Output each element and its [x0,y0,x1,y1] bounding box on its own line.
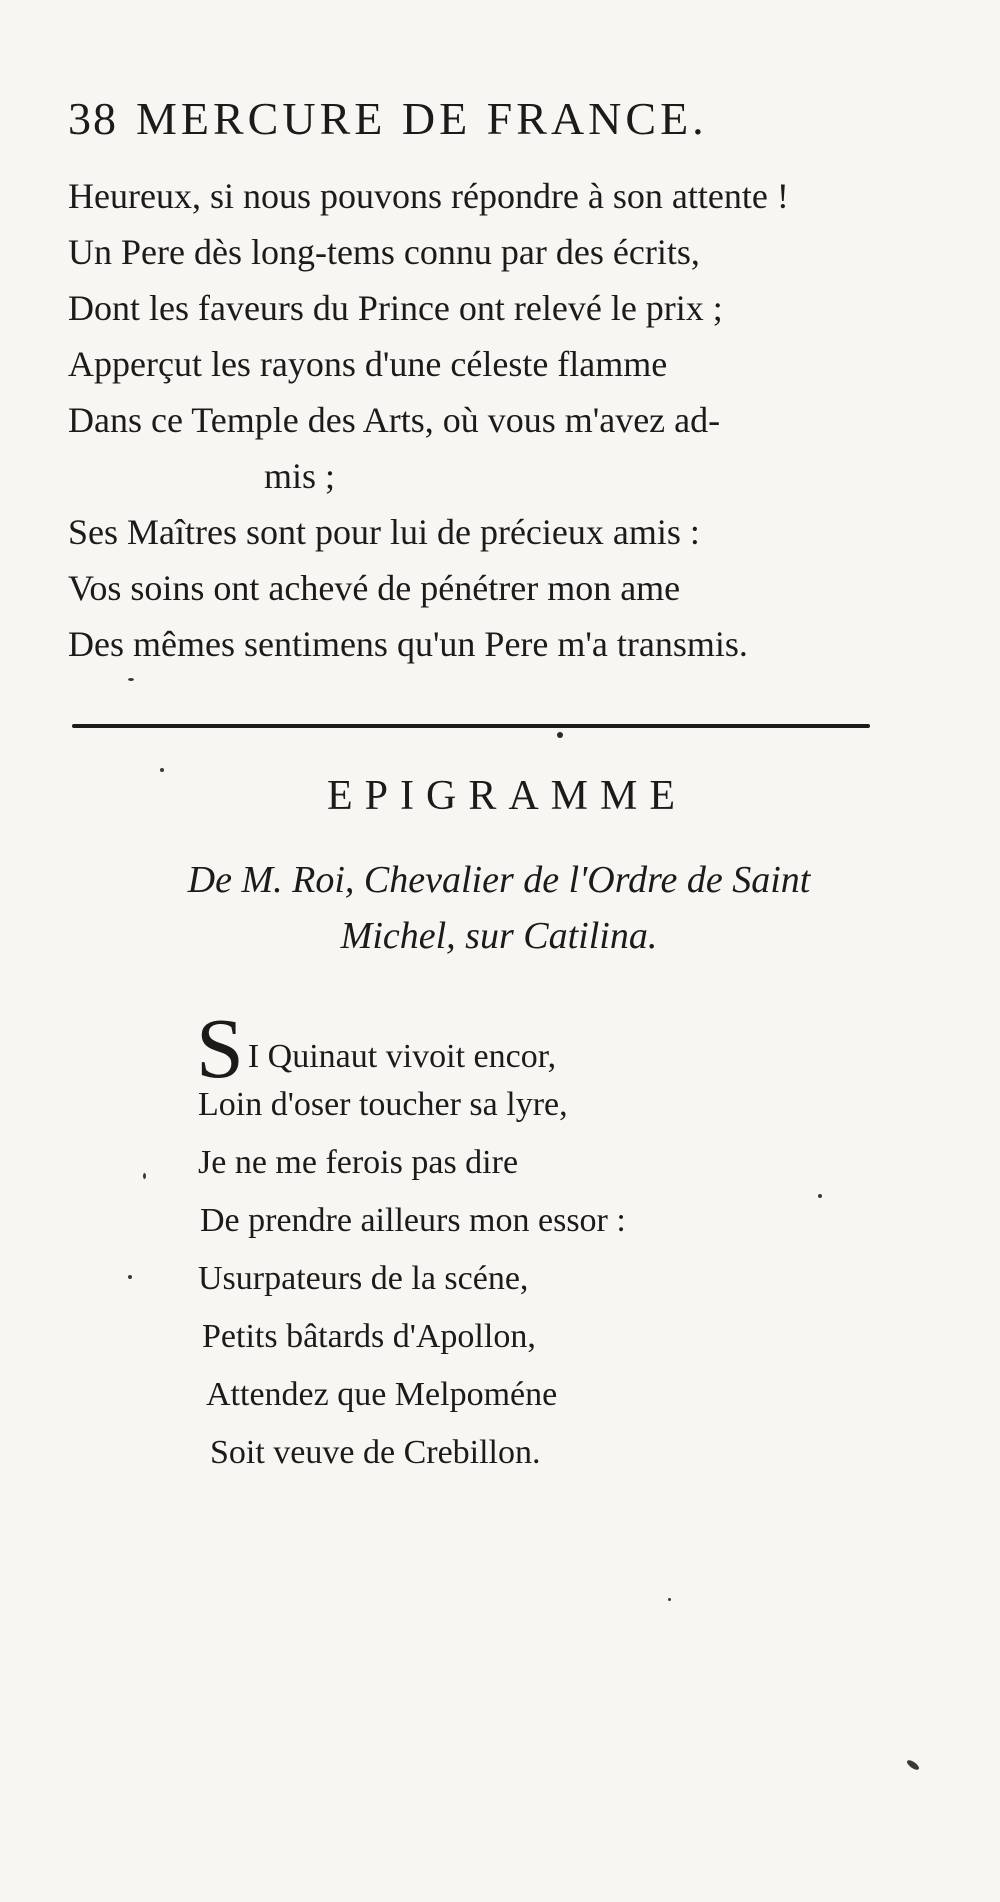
ink-speck [818,1194,822,1198]
attribution-line: De M. Roi, Chevalier de l'Ordre de Saint [187,859,811,901]
ink-speck [906,1759,921,1772]
poem-line: Heureux, si nous pouvons répondre à son attente ! [68,176,789,216]
poem-line: Ses Maîtres sont pour lui de précieux amis : [68,512,700,552]
poem-continuation [68,168,918,672]
drop-cap: S [196,1000,244,1096]
running-title: MERCURE DE FRANCE. [136,93,708,144]
verse-line: Usurpateurs de la scéne, [198,1260,529,1297]
verse-line: Loin d'oser toucher sa lyre, [198,1086,568,1123]
poem-line-continuation: mis ; [264,456,336,496]
verse-line-first [196,1000,816,1096]
verse-line: Soit veuve de Crebillon. [210,1434,541,1471]
epigram-attribution [74,852,924,964]
verse-line: Attendez que Melpoméne [206,1376,558,1413]
ink-speck [668,1598,671,1601]
poem-line: Vos soins ont achevé de pénétrer mon ame [68,568,681,608]
ink-speck [143,1173,146,1179]
verse-line: De prendre ailleurs mon essor : [200,1202,626,1239]
page-header [68,92,708,145]
page-number: 38 [68,93,118,144]
epigram-title-text: EPIGRAMME [326,773,688,819]
poem-line: Des mêmes sentimens qu'un Pere m'a transmis. [68,624,748,664]
attribution-line: Michel, sur Catilina. [340,915,658,957]
poem-line: Apperçut les rayons d'une céleste flamme [68,344,668,384]
verse-line: Petits bâtards d'Apollon, [202,1318,536,1355]
epigram-verse [196,1000,816,1482]
poem-line: Un Pere dès long-tems connu par des écrits, [68,232,700,272]
ink-speck [128,678,134,681]
poem-line: Dont les faveurs du Prince ont relevé le prix ; [68,288,723,328]
section-divider [72,724,870,728]
ink-speck [160,768,164,772]
poem-line: Dans ce Temple des Arts, où vous m'avez ad- [68,400,721,440]
verse-line-text: I Quinaut vivoit encor, [247,1038,557,1075]
verse-line: Je ne me ferois pas dire [198,1144,519,1181]
ink-speck [128,1275,132,1279]
epigram-title [0,772,1000,820]
ink-speck [557,732,563,738]
